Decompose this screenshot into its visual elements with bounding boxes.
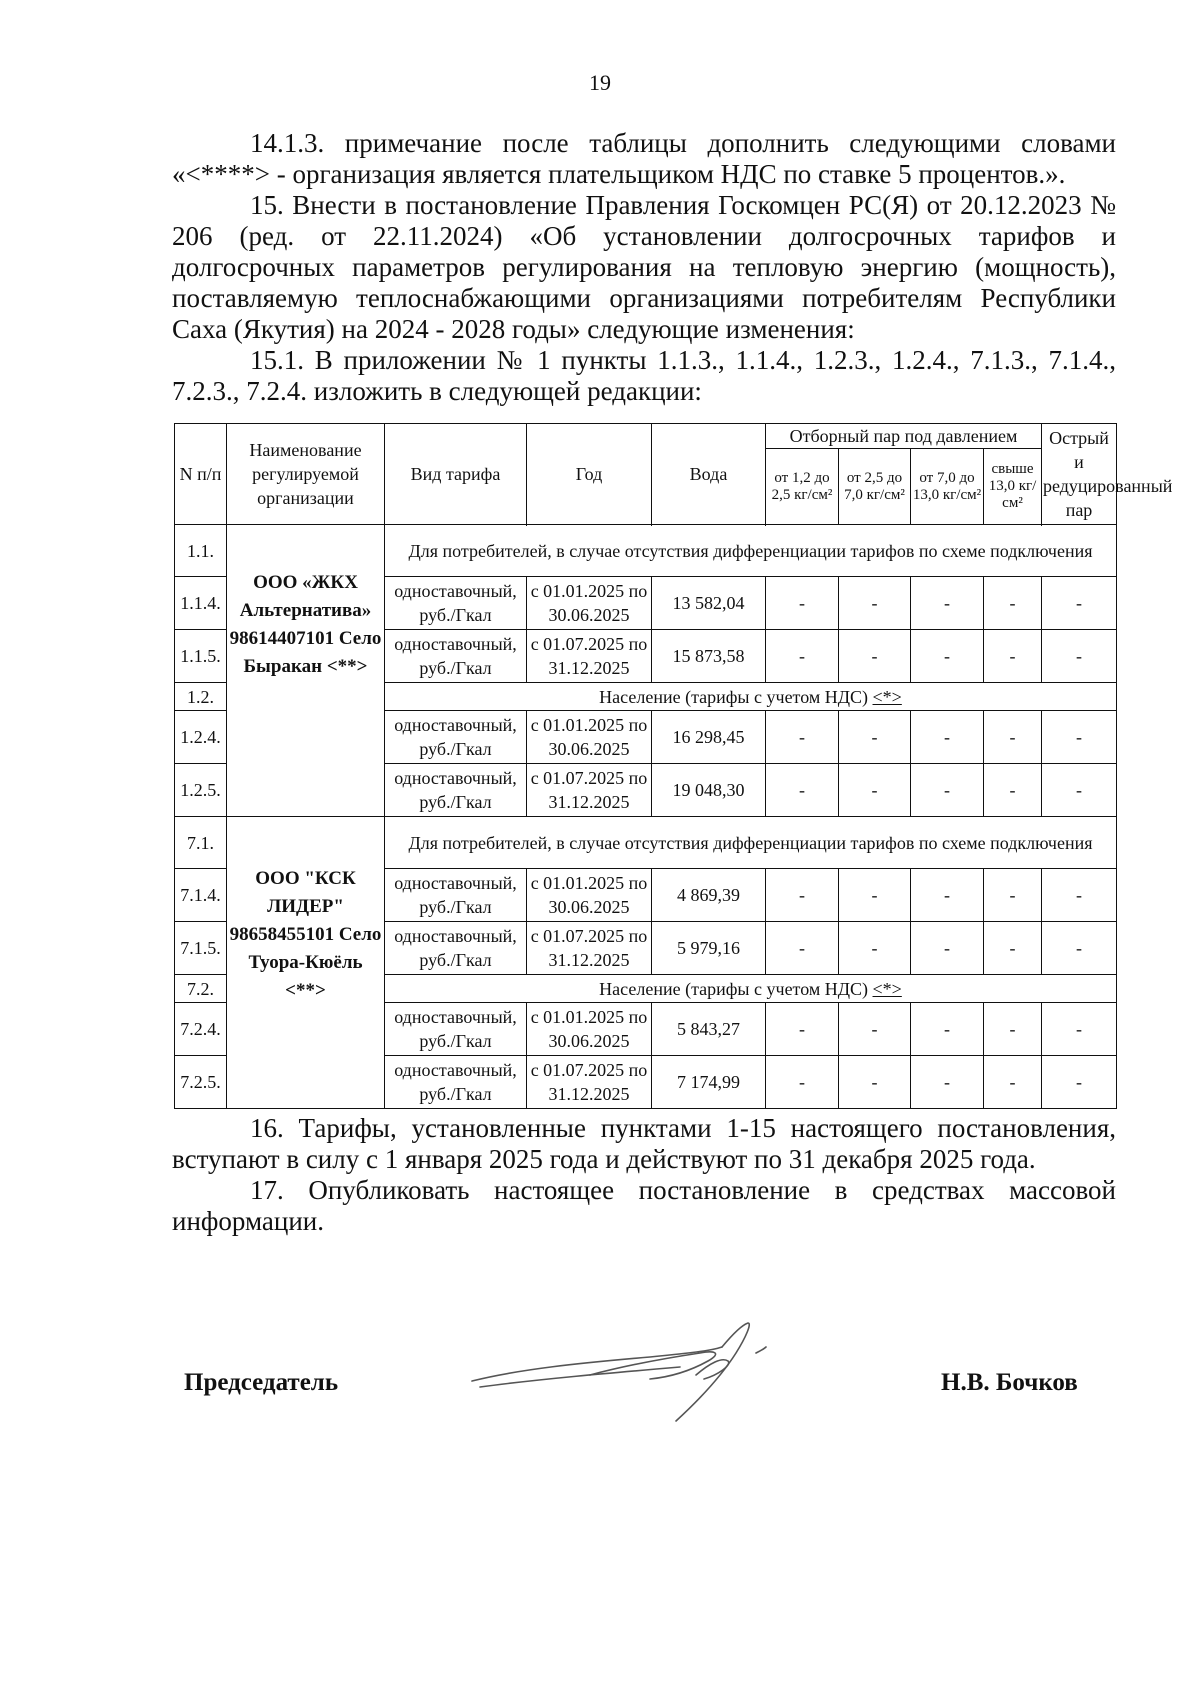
paragraph-16: 16. Тарифы, установленные пунктами 1-15 настоящего постановления, вступают в силу с 1 января 2025 года и действуют по 31 декабря 2025 года.	[172, 1113, 1116, 1174]
handwritten-signature	[460, 1317, 800, 1427]
header-tariff-type: Вид тарифа	[385, 424, 527, 525]
steam-1-value: -	[766, 1003, 839, 1056]
header-steam-2: от 2,5 до 7,0 кг/см²	[839, 449, 911, 525]
section-title-text: Население (тарифы с учетом НДС)	[599, 686, 869, 707]
tariff-type: одноставочный, руб./Гкал	[385, 630, 527, 683]
row-num: 7.1.5.	[175, 922, 227, 975]
sharp-steam-value: -	[1042, 764, 1117, 817]
body-text-top	[172, 128, 1116, 407]
section-num: 7.2.	[175, 975, 227, 1003]
sharp-steam-value: -	[1042, 1056, 1117, 1109]
steam-3-value: -	[911, 630, 984, 683]
tariff-type: одноставочный, руб./Гкал	[385, 577, 527, 630]
sharp-steam-value: -	[1042, 869, 1117, 922]
water-value: 15 873,58	[652, 630, 766, 683]
section-row	[175, 817, 1117, 869]
header-sharp-steam: Острый и редуцированный пар	[1042, 424, 1117, 525]
section-row	[175, 525, 1117, 577]
header-steam-group: Отборный пар под давлением	[766, 424, 1042, 449]
tariff-type: одноставочный, руб./Гкал	[385, 1003, 527, 1056]
paragraph-15: 15. Внести в постановление Правления Госкомцен РС(Я) от 20.12.2023 № 206 (ред. от 22.11.2024) «Об установлении долгосрочных тарифов и долгосрочных параметров регулирования на тепловую энергию (мощность), поставляемую теплоснабжающими организациями потребителям Республики Саха (Якутия) на 2024 - 2028 годы» следующие изменения:	[172, 190, 1116, 344]
period: с 01.01.2025 по 30.06.2025	[527, 1003, 652, 1056]
header-num: N п/п	[175, 424, 227, 525]
header-org: Наименование регулируемой организации	[227, 424, 385, 525]
header-water: Вода	[652, 424, 766, 525]
row-num: 1.1.4.	[175, 577, 227, 630]
section-title	[385, 683, 1117, 711]
steam-4-value: -	[984, 764, 1042, 817]
water-value: 16 298,45	[652, 711, 766, 764]
org-name: ООО «ЖКХ Альтернатива» 98614407101 Село Быракан <**>	[227, 525, 385, 817]
steam-2-value: -	[839, 764, 911, 817]
steam-3-value: -	[911, 922, 984, 975]
tariff-type: одноставочный, руб./Гкал	[385, 764, 527, 817]
steam-3-value: -	[911, 711, 984, 764]
steam-3-value: -	[911, 1003, 984, 1056]
org-name: ООО "КСК ЛИДЕР" 98658455101 Село Туора-Кюёль <**>	[227, 817, 385, 1109]
tariff-type: одноставочный, руб./Гкал	[385, 869, 527, 922]
period: с 01.07.2025 по 31.12.2025	[527, 764, 652, 817]
header-steam-3: от 7,0 до 13,0 кг/см²	[911, 449, 984, 525]
footnote-ref-link[interactable]: <*>	[872, 686, 902, 707]
water-value: 19 048,30	[652, 764, 766, 817]
header-year: Год	[527, 424, 652, 525]
steam-1-value: -	[766, 764, 839, 817]
header-row-1	[175, 424, 1117, 449]
steam-4-value: -	[984, 577, 1042, 630]
steam-4-value: -	[984, 711, 1042, 764]
steam-3-value: -	[911, 1056, 984, 1109]
water-value: 13 582,04	[652, 577, 766, 630]
period: с 01.01.2025 по 30.06.2025	[527, 869, 652, 922]
row-num: 7.2.4.	[175, 1003, 227, 1056]
water-value: 5 843,27	[652, 1003, 766, 1056]
row-num: 1.1.5.	[175, 630, 227, 683]
tariff-type: одноставочный, руб./Гкал	[385, 1056, 527, 1109]
period: с 01.01.2025 по 30.06.2025	[527, 577, 652, 630]
tariff-type: одноставочный, руб./Гкал	[385, 922, 527, 975]
row-num: 1.2.4.	[175, 711, 227, 764]
steam-4-value: -	[984, 922, 1042, 975]
header-steam-4: свыше 13,0 кг/см²	[984, 449, 1042, 525]
steam-1-value: -	[766, 577, 839, 630]
section-title: Для потребителей, в случае отсутствия дифференциации тарифов по схеме подключения	[385, 817, 1117, 869]
steam-1-value: -	[766, 711, 839, 764]
sharp-steam-value: -	[1042, 577, 1117, 630]
water-value: 4 869,39	[652, 869, 766, 922]
steam-4-value: -	[984, 869, 1042, 922]
period: с 01.01.2025 по 30.06.2025	[527, 711, 652, 764]
row-num: 7.2.5.	[175, 1056, 227, 1109]
steam-1-value: -	[766, 869, 839, 922]
period: с 01.07.2025 по 31.12.2025	[527, 922, 652, 975]
footnote-ref-link[interactable]: <*>	[872, 978, 902, 999]
steam-4-value: -	[984, 1056, 1042, 1109]
page-number: 19	[589, 70, 611, 95]
steam-3-value: -	[911, 577, 984, 630]
steam-1-value: -	[766, 922, 839, 975]
section-title	[385, 975, 1117, 1003]
section-title: Для потребителей, в случае отсутствия дифференциации тарифов по схеме подключения	[385, 525, 1117, 577]
steam-1-value: -	[766, 1056, 839, 1109]
steam-2-value: -	[839, 630, 911, 683]
sharp-steam-value: -	[1042, 711, 1117, 764]
steam-2-value: -	[839, 1003, 911, 1056]
steam-2-value: -	[839, 922, 911, 975]
steam-4-value: -	[984, 1003, 1042, 1056]
steam-2-value: -	[839, 577, 911, 630]
signature-block	[0, 1317, 1200, 1427]
signatory-name: Н.В. Бочков	[941, 1369, 1078, 1396]
sharp-steam-value: -	[1042, 630, 1117, 683]
row-num: 7.1.4.	[175, 869, 227, 922]
steam-4-value: -	[984, 630, 1042, 683]
paragraph-14-1-3: 14.1.3. примечание после таблицы дополнить следующими словами «<****> - организация является плательщиком НДС по ставке 5 процентов.».	[172, 128, 1116, 189]
paragraph-15-1: 15.1. В приложении № 1 пункты 1.1.3., 1.1.4., 1.2.3., 1.2.4., 7.1.3., 7.1.4., 7.2.3., 7.2.4. изложить в следующей редакции:	[172, 345, 1116, 406]
steam-2-value: -	[839, 869, 911, 922]
body-text-bottom	[172, 1113, 1116, 1237]
tariff-table	[174, 423, 1173, 1109]
water-value: 5 979,16	[652, 922, 766, 975]
section-title-text: Население (тарифы с учетом НДС)	[599, 978, 869, 999]
sharp-steam-value: -	[1042, 1003, 1117, 1056]
steam-1-value: -	[766, 630, 839, 683]
paragraph-17: 17. Опубликовать настоящее постановление в средствах массовой информации.	[172, 1175, 1116, 1236]
sharp-steam-value: -	[1042, 922, 1117, 975]
steam-2-value: -	[839, 1056, 911, 1109]
signatory-role: Председатель	[184, 1369, 339, 1396]
section-num: 7.1.	[175, 817, 227, 869]
period: с 01.07.2025 по 31.12.2025	[527, 1056, 652, 1109]
header-steam-1: от 1,2 до 2,5 кг/см²	[766, 449, 839, 525]
section-num: 1.2.	[175, 683, 227, 711]
period: с 01.07.2025 по 31.12.2025	[527, 630, 652, 683]
row-num: 1.2.5.	[175, 764, 227, 817]
section-num: 1.1.	[175, 525, 227, 577]
tariff-type: одноставочный, руб./Гкал	[385, 711, 527, 764]
steam-2-value: -	[839, 711, 911, 764]
steam-3-value: -	[911, 764, 984, 817]
steam-3-value: -	[911, 869, 984, 922]
water-value: 7 174,99	[652, 1056, 766, 1109]
